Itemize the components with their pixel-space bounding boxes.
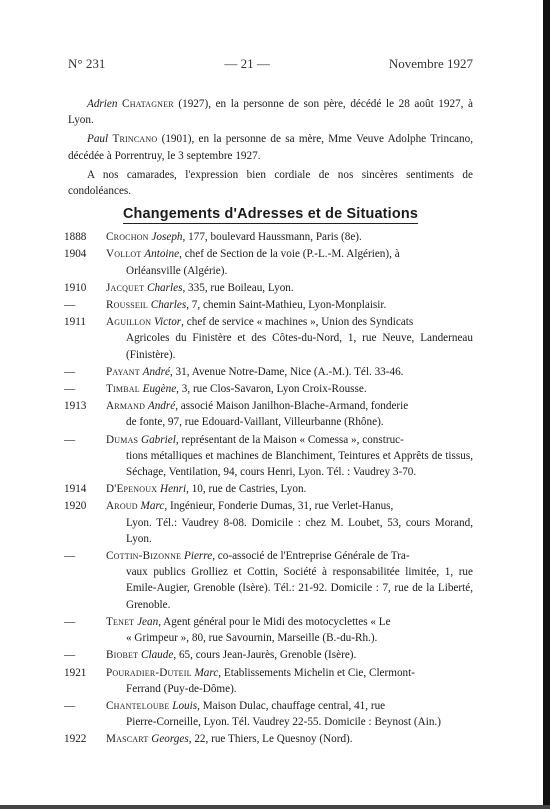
entry-details: , associé Maison Janilhon-Blache-Armand, fonderie <box>175 400 409 413</box>
entry-continuation: vaux publics Grolliez et Cottin, Société à responsabilitée limitée, 1, rue Emile-Augier, Grenoble (Isère). Tél.: 21-92. Domicile : 7, rue de la Liberté, Grenoble. <box>126 566 473 611</box>
issue-date: Novembre 1927 <box>388 56 473 71</box>
entry-text <box>106 398 473 430</box>
entry-text <box>106 229 473 245</box>
entry-year: 1920 <box>64 500 87 513</box>
address-entry <box>64 246 473 278</box>
address-changes-list <box>64 229 473 747</box>
entry-text <box>106 432 473 481</box>
entry-continuation: « Grimpeur », 80, rue Savournin, Marseille (B.-du-Rh.). <box>126 632 378 645</box>
condolence-text: (1901), en la personne de sa mère, Mme Veuve Adolphe Trincano, décédée à Porrentruy, le 3 septembre 1927. <box>68 133 474 162</box>
entry-details: , représentant de la Maison « Comessa », construc- <box>175 433 404 446</box>
entry-year: — <box>64 365 76 378</box>
entry-first-name: Marc <box>140 500 165 513</box>
entry-details: , 3, rue Clos-Savaron, Lyon Croix-Rousse. <box>176 383 367 396</box>
page-edge-bottom <box>0 805 550 809</box>
page-number: — 21 — <box>224 56 270 71</box>
entry-details: , co-associé de l'Entreprise Générale de Tra- <box>212 550 410 563</box>
entry-surname: Pouradier-Duteil <box>106 666 192 679</box>
entry-surname: Aguillon <box>106 316 152 329</box>
entry-year: 1921 <box>64 666 87 679</box>
entry-details: , Agent général pour le Midi des motocyclettes « Le <box>158 615 391 628</box>
entry-first-name: Antoine <box>144 248 180 261</box>
entry-first-name: Marc <box>194 666 219 679</box>
entry-continuation: Ferrand (Puy-de-Dôme). <box>126 682 237 695</box>
entry-text <box>106 381 473 397</box>
entry-details: , Ingénieur, Fonderie Dumas, 31, rue Verlet-Hanus, <box>164 500 394 513</box>
entry-year: — <box>64 615 76 628</box>
entry-year: 1922 <box>64 733 87 746</box>
person-surname: Trincano <box>112 133 158 146</box>
page-header <box>68 56 473 72</box>
entry-first-name: Jean <box>137 615 159 628</box>
condolence-text: (1927), en la personne de son père, décédé le 28 août 1927, à Lyon. <box>68 98 473 127</box>
entry-details: , 335, rue Boileau, Lyon. <box>182 281 294 294</box>
condolence-paragraph-2 <box>68 131 473 163</box>
condolence-closing: A nos camarades, l'expression bien cordiale de nos sincères sentiments de condoléances. <box>68 168 473 198</box>
entry-details: , chef de service « machines », Union des Syndicats <box>181 316 414 329</box>
entry-surname: Dumas <box>106 433 139 446</box>
address-entry <box>64 481 473 497</box>
condolence-paragraph-1 <box>68 96 473 128</box>
entry-continuation: Orléansville (Algérie). <box>126 264 228 277</box>
entry-year: 1911 <box>64 316 86 329</box>
section-title-text: Changements d'Adresses et de Situations <box>122 206 419 223</box>
address-entry <box>64 314 473 363</box>
entry-text <box>106 614 473 646</box>
entry-details: , 177, boulevard Haussmann, Paris (8e). <box>182 231 362 244</box>
entry-year: — <box>64 550 76 563</box>
entry-text <box>106 731 473 747</box>
entry-first-name: Louis <box>172 699 198 712</box>
entry-surname: Payant <box>106 365 140 378</box>
entry-details: , 65, cours Jean-Jaurès, Grenoble (Isère). <box>173 649 357 662</box>
entry-continuation: Agricoles du Finistère et des Côtes-du-Nord, 1, rue Neuve, Landerneau (Finistère). <box>126 332 473 361</box>
entry-continuation: Pierre-Corneille, Lyon. Tél. Vaudrey 22-55. Domicile : Beynost (Ain.) <box>126 716 441 729</box>
entry-first-name: André <box>147 400 176 413</box>
address-entry <box>64 381 473 397</box>
entry-surname: Aroud <box>106 500 138 513</box>
address-entry <box>64 731 473 747</box>
entry-year: 1904 <box>64 248 87 261</box>
address-entry <box>64 364 473 380</box>
address-entry <box>64 398 473 430</box>
person-first-name: Adrien <box>87 98 118 110</box>
entry-year: — <box>64 699 76 712</box>
entry-surname: Jacquet <box>106 281 145 294</box>
address-entry <box>64 297 473 313</box>
entry-year: 1914 <box>64 483 87 496</box>
entry-details: , 10, rue de Castries, Lyon. <box>186 483 307 496</box>
entry-year: — <box>64 433 76 446</box>
entry-first-name: Gabriel <box>141 433 176 446</box>
entry-year: 1913 <box>64 400 87 413</box>
entry-surname: Vollot <box>106 248 142 261</box>
entry-details: , chef de Section de la voie (P.-L.-M. Algérien), à <box>179 248 400 261</box>
entry-continuation: de fonte, 97, rue Edouard-Vaillant, Villeurbanne (Rhône). <box>126 416 384 429</box>
entry-first-name: Charles <box>150 299 187 312</box>
entry-text <box>106 314 473 363</box>
person-surname: Chatagner <box>122 98 174 110</box>
page-content <box>64 96 474 749</box>
page-edge-right <box>543 0 550 809</box>
entry-details: , 7, chemin Saint-Mathieu, Lyon-Monplaisir. <box>186 299 387 312</box>
entry-first-name: Eugène <box>142 383 177 396</box>
entry-text <box>106 280 473 296</box>
entry-text <box>106 297 473 313</box>
address-entry <box>64 698 473 730</box>
address-entry <box>64 498 473 547</box>
entry-text <box>106 246 473 278</box>
section-title <box>68 206 473 222</box>
entry-first-name: André <box>142 365 170 378</box>
entry-year: — <box>64 383 76 396</box>
address-entry <box>64 614 473 646</box>
entry-surname: Biobet <box>106 649 139 662</box>
entry-year: — <box>64 299 76 312</box>
entry-surname: D'Epenoux <box>106 483 158 496</box>
entry-details: , 22, rue Thiers, Le Quesnoy (Nord). <box>188 733 353 746</box>
address-entry <box>64 548 473 613</box>
entry-surname: Crochon <box>106 231 149 244</box>
entry-surname: Armand <box>106 400 146 413</box>
entry-first-name: Henri <box>159 483 187 496</box>
entry-first-name: Georges <box>151 733 189 746</box>
bulletin-number: N° 231 <box>68 56 106 71</box>
entry-text <box>106 481 473 497</box>
entry-continuation: Lyon. Tél.: Vaudrey 8-08. Domicile : chez M. Loubet, 53, cours Morand, Lyon. <box>126 516 473 545</box>
person-first-name: Paul <box>87 133 109 146</box>
entry-text <box>106 647 473 663</box>
entry-text <box>106 364 473 380</box>
address-entry <box>64 280 473 296</box>
entry-year: 1888 <box>64 231 87 244</box>
entry-continuation: tions métalliques et machines de Blanchiment, Teintures et Apprêts de tissus, Séchage, Ventilation, 94, cours Henri, Lyon. Tél. : Vaudrey 3-70. <box>126 449 473 479</box>
entry-first-name: Joseph <box>151 231 183 244</box>
entry-text <box>106 498 473 547</box>
entry-details: , Maison Dulac, chauffage central, 41, rue <box>197 699 386 712</box>
entry-surname: Chanteloube <box>106 699 170 712</box>
entry-first-name: Pierre <box>184 550 213 563</box>
entry-details: , 31, Avenue Notre-Dame, Nice (A.-M.). Tél. 33-46. <box>169 365 404 378</box>
entry-text <box>106 548 473 613</box>
entry-year: 1910 <box>64 281 87 294</box>
entry-first-name: Victor <box>154 316 182 329</box>
address-entry <box>64 432 473 481</box>
entry-surname: Mascart <box>106 733 149 746</box>
entry-details: , Etablissements Michelin et Cie, Clermont- <box>218 666 415 679</box>
entry-first-name: Claude <box>141 649 174 662</box>
entry-surname: Cottin-Bizonne <box>106 550 182 563</box>
entry-first-name: Charles <box>147 281 183 294</box>
address-entry <box>64 229 473 245</box>
entry-text <box>106 698 473 730</box>
entry-surname: Rousseil <box>106 299 148 312</box>
entry-year: — <box>64 649 76 662</box>
address-entry <box>64 665 473 697</box>
entry-surname: Tenet <box>106 615 135 628</box>
address-entry <box>64 647 473 663</box>
entry-surname: Timbal <box>106 383 140 396</box>
entry-text <box>106 665 473 697</box>
